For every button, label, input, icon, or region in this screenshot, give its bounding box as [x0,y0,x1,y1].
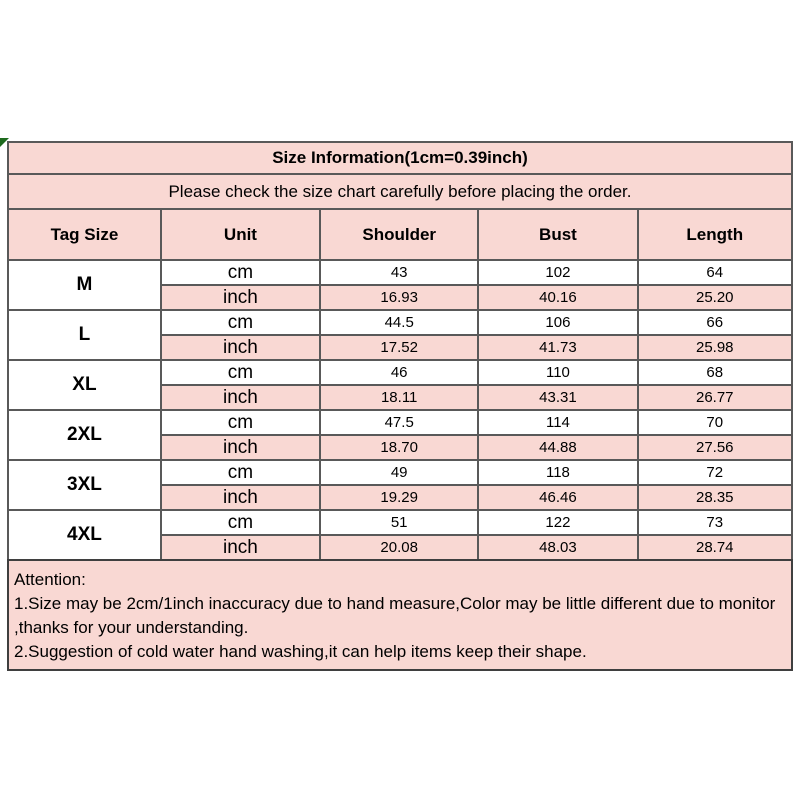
unit-cm: cm [161,360,320,385]
shoulder-cm: 51 [320,510,478,535]
size-table [7,141,793,561]
table-row-3xl-cm [8,460,792,485]
bust-cm: 102 [478,260,637,285]
bust-inch: 48.03 [478,535,637,560]
length-inch: 27.56 [638,435,792,460]
length-cm: 70 [638,410,792,435]
table-title: Size Information(1cm=0.39inch) [8,142,792,174]
attention-line-1: 1.Size may be 2cm/1inch inaccuracy due to hand measure,Color may be little different due to monitor [14,594,776,613]
col-header-bust: Bust [478,209,637,260]
shoulder-inch: 19.29 [320,485,478,510]
length-cm: 66 [638,310,792,335]
bust-cm: 110 [478,360,637,385]
table-subtitle: Please check the size chart carefully before placing the order. [8,174,792,209]
length-inch: 26.77 [638,385,792,410]
shoulder-inch: 16.93 [320,285,478,310]
col-header-tag-size: Tag Size [8,209,161,260]
length-inch: 28.35 [638,485,792,510]
size-label-4xl: 4XL [8,510,161,560]
table-row-m-cm [8,260,792,285]
attention-line-3: 2.Suggestion of cold water hand washing,it can help items keep their shape. [14,642,587,661]
unit-cm: cm [161,460,320,485]
unit-inch: inch [161,535,320,560]
size-label-3xl: 3XL [8,460,161,510]
size-label-m: M [8,260,161,310]
shoulder-cm: 43 [320,260,478,285]
unit-cm: cm [161,310,320,335]
length-cm: 68 [638,360,792,385]
table-subtitle-row [8,174,792,209]
bust-cm: 114 [478,410,637,435]
attention-box [7,559,793,671]
unit-inch: inch [161,435,320,460]
table-header-row [8,209,792,260]
size-label-l: L [8,310,161,360]
bust-cm: 106 [478,310,637,335]
unit-inch: inch [161,385,320,410]
length-cm: 73 [638,510,792,535]
shoulder-inch: 18.70 [320,435,478,460]
attention-heading: Attention: [14,570,86,589]
length-inch: 28.74 [638,535,792,560]
bust-inch: 40.16 [478,285,637,310]
length-cm: 72 [638,460,792,485]
shoulder-inch: 17.52 [320,335,478,360]
shoulder-cm: 46 [320,360,478,385]
table-row-xl-cm [8,360,792,385]
size-label-2xl: 2XL [8,410,161,460]
table-row-l-cm [8,310,792,335]
table-row-2xl-cm [8,410,792,435]
col-header-length: Length [638,209,792,260]
length-inch: 25.98 [638,335,792,360]
bust-inch: 46.46 [478,485,637,510]
bust-inch: 44.88 [478,435,637,460]
table-row-4xl-cm [8,510,792,535]
green-corner-artifact [0,138,9,147]
length-cm: 64 [638,260,792,285]
bust-inch: 43.31 [478,385,637,410]
col-header-shoulder: Shoulder [320,209,478,260]
shoulder-inch: 20.08 [320,535,478,560]
unit-cm: cm [161,410,320,435]
shoulder-cm: 49 [320,460,478,485]
attention-line-2: ,thanks for your understanding. [14,618,249,637]
shoulder-cm: 44.5 [320,310,478,335]
shoulder-inch: 18.11 [320,385,478,410]
length-inch: 25.20 [638,285,792,310]
bust-cm: 118 [478,460,637,485]
col-header-unit: Unit [161,209,320,260]
size-chart [7,141,793,671]
size-label-xl: XL [8,360,161,410]
table-title-row [8,142,792,174]
unit-inch: inch [161,485,320,510]
bust-cm: 122 [478,510,637,535]
unit-cm: cm [161,510,320,535]
bust-inch: 41.73 [478,335,637,360]
shoulder-cm: 47.5 [320,410,478,435]
unit-inch: inch [161,335,320,360]
unit-inch: inch [161,285,320,310]
unit-cm: cm [161,260,320,285]
